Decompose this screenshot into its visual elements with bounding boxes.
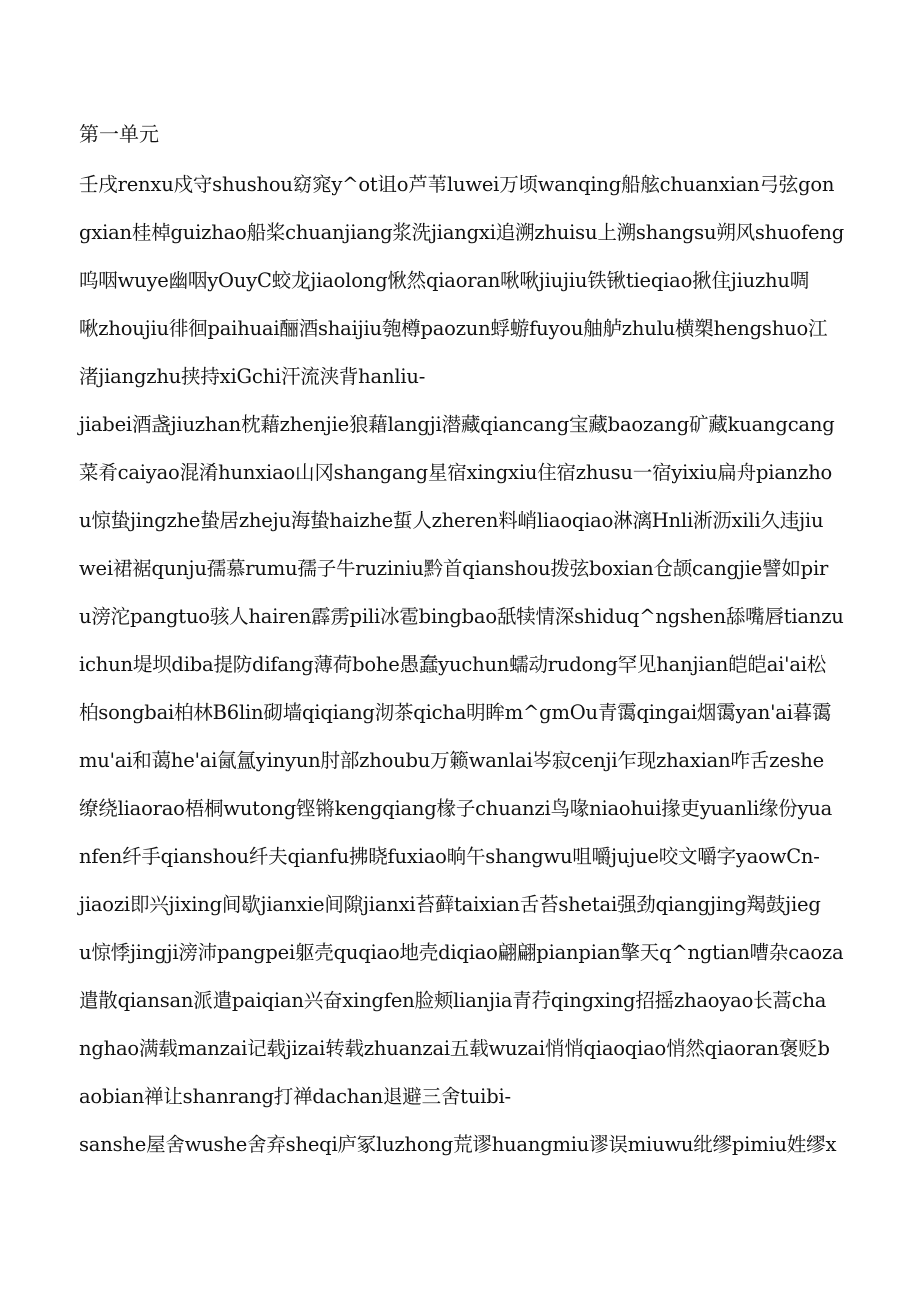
text-line: 呜咽wuye幽咽yOuyC蛟龙jiaolong愀然qiaoran啾啾jiujiu铁锹tieqiao揪住jiuzhu啁 bbox=[79, 269, 810, 292]
text-line: u滂沱pangtuo骇人hairen霹雳pili冰雹bingbao舐犊情深shiduq^ngshen舔嘴唇tianzu bbox=[79, 605, 844, 628]
text-line: u惊悸jingji滂沛pangpei躯壳quqiao地壳diqiao翩翩pianpian擎天q^ngtian嘈杂caoza bbox=[79, 941, 844, 964]
text-line: gxian桂棹guizhao船桨chuanjiang浆洗jiangxi追溯zhuisu上溯shangsu朔风shuofeng bbox=[79, 221, 844, 244]
text-line: sanshe屋舍wushe舍弃sheqi庐冢luzhong荒谬huangmiu谬误miuwu纰缪pimiu姓缪x bbox=[79, 1133, 837, 1156]
text-line: 柏songbai柏林B6lin砌墙qiqiang沏茶qicha明眸m^gmOu青霭qingai烟霭yan'ai暮霭 bbox=[79, 701, 832, 724]
text-line: ichun堤坝diba提防difang薄荷bohe愚蠢yuchun蠕动rudong罕见hanjian皑皑ai'ai松 bbox=[79, 653, 827, 676]
text-line: 壬戌renxu戍守shushou窈窕y^ot诅o芦苇luwei万顷wanqing船舷chuanxian弓弦gon bbox=[79, 173, 835, 196]
text-line: wei裙裾qunju孺慕rumu孺子牛ruziniu黔首qianshou拨弦boxian仓颉cangjie譬如pir bbox=[79, 557, 829, 580]
text-line: 菜肴caiyao混淆hunxiao山冈shangang星宿xingxiu住宿zhusu一宿yixiu扁舟pianzho bbox=[79, 461, 833, 484]
text-line: jiabei酒盏jiuzhan枕藉zhenjie狼藉langji潜藏qiancang宝藏baozang矿藏kuangcang bbox=[79, 413, 835, 436]
text-line: mu'ai和蔼he'ai氤氲yinyun肘部zhoubu万籁wanlai岑寂cenji乍现zhaxian咋舌zeshe bbox=[79, 749, 824, 772]
text-line: 渚jiangzhu挟持xiGchi汗流浃背hanliu- bbox=[79, 365, 426, 388]
text-line: aobian禅让shanrang打禅dachan退避三舍tuibi- bbox=[79, 1085, 511, 1108]
text-line: 缭绕liaorao梧桐wutong铿锵kengqiang椽子chuanzi鸟喙niaohui掾吏yuanli缘份yua bbox=[79, 797, 833, 820]
text-line: 啾zhoujiu徘徊paihuai酾酒shaijiu匏樽paozun蜉蝣fuyou舳舻zhulu横槊hengshuo江 bbox=[79, 317, 828, 340]
text-line: u惊蛰jingzhe蛰居zheju海蛰haizhe蜇人zheren料峭liaoqiao淋漓Hnli淅沥xili久违jiu bbox=[79, 509, 824, 532]
text-line: jiaozi即兴jixing间歇jianxie间隙jianxi苔藓taixian舌苔shetai强劲qiangjing羯鼓jieg bbox=[79, 893, 821, 916]
unit-heading: 第一单元 bbox=[79, 122, 159, 146]
text-line: 遣散qiansan派遣paiqian兴奋xingfen脸颊lianjia青荇qingxing招摇zhaoyao长蒿cha bbox=[79, 989, 827, 1012]
text-line: nfen纤手qianshou纤夫qianfu拂晓fuxiao晌午shangwu咀嚼jujue咬文嚼字yaowCn- bbox=[79, 845, 820, 868]
text-line: nghao满载manzai记载jizai转载zhuanzai五载wuzai悄悄qiaoqiao悄然qiaoran褒贬b bbox=[79, 1037, 830, 1060]
